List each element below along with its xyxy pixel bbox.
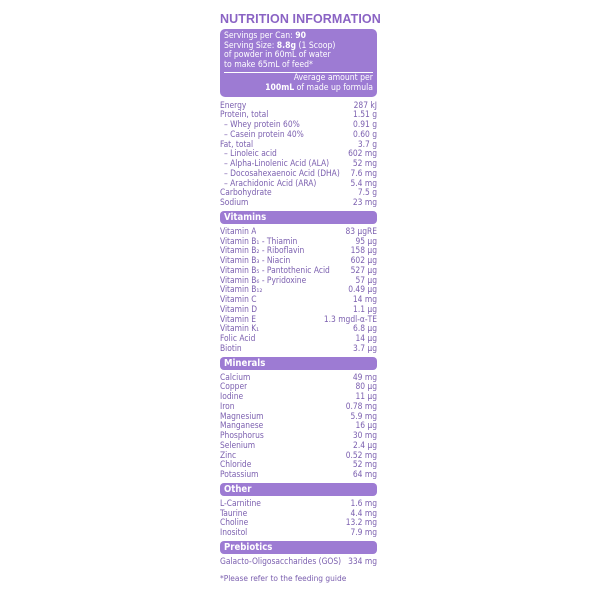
nutrient-value: 16 µg (355, 420, 377, 431)
nutrient-value: 0.49 µg (348, 284, 377, 295)
nutrient-value: 80 µg (355, 381, 377, 392)
nutrient-row (220, 266, 377, 276)
nutrient-name: Biotin (220, 343, 242, 353)
nutrient-name: Galacto-Oligosaccharides (GOS) (220, 556, 342, 566)
nutrient-name: Vitamin B₁₂ (220, 285, 263, 295)
main-nutrients-table (220, 101, 377, 208)
nutrient-name: Vitamin A (220, 226, 257, 236)
nutrient-value: 334 mg (348, 555, 377, 566)
nutrient-row (220, 324, 377, 334)
nutrient-row (220, 179, 377, 189)
nutrient-name: Zinc (220, 450, 237, 460)
section-header-minerals: Minerals (220, 357, 377, 370)
nutrient-value: 602 µg (350, 255, 377, 266)
nutrient-value: 5.9 mg (350, 410, 377, 421)
nutrient-value: 95 µg (355, 235, 377, 246)
nutrient-value: 6.8 µg (353, 323, 377, 334)
nutrient-value: 1.51 g (353, 109, 377, 120)
nutrient-name: Iodine (220, 392, 244, 402)
nutrient-name: Manganese (220, 421, 264, 431)
nutrient-name: Magnesium (220, 411, 264, 421)
nutrient-name: Fat, total (220, 139, 254, 149)
nutrient-row (220, 198, 377, 208)
section-rows-minerals (220, 373, 377, 480)
servings-per-can: Servings per Can: 90 (224, 31, 307, 41)
nutrient-name: Selenium (220, 440, 256, 450)
nutrient-value: 2.4 µg (353, 439, 377, 450)
nutrient-value: 49 mg (352, 371, 377, 382)
nutrient-value: 158 µg (350, 245, 377, 256)
nutrient-value: 1.6 mg (350, 497, 377, 508)
nutrient-row (220, 470, 377, 480)
nutrient-value: 11 µg (355, 391, 377, 402)
panel-title: NUTRITION INFORMATION (220, 12, 381, 26)
nutrient-value: 83 µgRE (345, 225, 377, 236)
nutrient-row (220, 130, 377, 140)
nutrient-name: Potassium (220, 470, 259, 480)
nutrient-name: Chloride (220, 460, 252, 470)
nutrient-name: – Alpha-Linolenic Acid (ALA) (224, 159, 330, 169)
nutrient-value: 0.91 g (353, 119, 377, 130)
nutrient-name: Vitamin B₃ - Niacin (220, 256, 291, 266)
nutrient-value: 52 mg (352, 459, 377, 470)
section-rows-vitamins (220, 227, 377, 354)
nutrient-value: 52 mg (352, 158, 377, 169)
nutrient-row (220, 557, 377, 567)
nutrient-name: Sodium (220, 198, 249, 208)
nutrient-value: 13.2 mg (345, 517, 377, 528)
nutrient-value: 3.7 g (357, 138, 377, 149)
serving-header (220, 29, 377, 97)
nutrient-name: Choline (220, 518, 249, 528)
nutrient-name: Energy (220, 100, 247, 110)
nutrient-name: Vitamin E (220, 314, 256, 324)
section-header-prebiotics: Prebiotics (220, 541, 377, 554)
nutrient-value: 1.3 mgdl-α-TE (323, 313, 377, 324)
nutrient-name: Taurine (220, 508, 248, 518)
nutrient-name: Vitamin B₆ - Pyridoxine (220, 275, 307, 285)
nutrient-name: Vitamin B₁ - Thiamin (220, 236, 298, 246)
nutrient-name: – Arachidonic Acid (ARA) (224, 178, 317, 188)
nutrient-name: L-Carnitine (220, 498, 261, 508)
nutrient-row (220, 412, 377, 422)
nutrient-value: 527 µg (350, 264, 377, 275)
nutrient-name: Vitamin B₂ - Riboflavin (220, 246, 305, 256)
nutrient-value: 4.4 mg (350, 507, 377, 518)
avg-line-2: 100mL of made up formula (265, 82, 373, 93)
nutrient-name: Phosphorus (220, 431, 264, 441)
nutrient-sections (220, 211, 377, 567)
nutrient-name: – Docosahexaenoic Acid (DHA) (224, 168, 340, 178)
nutrient-name: Copper (220, 382, 248, 392)
serving-size: Serving Size: 8.8g (1 Scoop) (224, 40, 336, 51)
nutrient-value: 14 µg (355, 333, 377, 344)
nutrient-name: Protein, total (220, 110, 269, 120)
nutrient-value: 57 µg (355, 274, 377, 285)
section-header-vitamins: Vitamins (220, 211, 377, 224)
nutrient-name: Inositol (220, 528, 248, 538)
serving-info (224, 32, 373, 70)
section-rows-prebiotics (220, 557, 377, 567)
nutrient-value: 0.60 g (353, 128, 377, 139)
footnote: *Please refer to the feeding guide (220, 572, 347, 583)
nutrient-name: Vitamin K₁ (220, 324, 260, 334)
nutrient-value: 23 mg (352, 197, 377, 208)
nutrient-value: 287 kJ (353, 99, 377, 110)
nutrient-value: 602 mg (348, 148, 377, 159)
nutrient-name: Vitamin D (220, 304, 258, 314)
nutrient-name: – Casein protein 40% (224, 129, 304, 139)
avg-line-1: Average amount per (293, 73, 373, 84)
nutrient-name: – Linoleic acid (224, 149, 277, 159)
serving-line-2: of powder in 60mL of water (224, 50, 331, 61)
nutrient-name: Carbohydrate (220, 188, 272, 198)
nutrition-panel (220, 12, 381, 583)
nutrient-name: Iron (220, 401, 235, 411)
nutrient-value: 3.7 µg (353, 342, 377, 353)
nutrient-row (220, 373, 377, 383)
section-rows-other (220, 499, 377, 538)
nutrient-value: 30 mg (352, 430, 377, 441)
nutrient-value: 5.4 mg (350, 177, 377, 188)
nutrient-row (220, 227, 377, 237)
nutrient-value: 0.52 mg (345, 449, 377, 460)
nutrient-value: 14 mg (352, 294, 377, 305)
nutrient-name: Vitamin B₅ - Pantothenic Acid (220, 265, 330, 275)
nutrient-row (220, 382, 377, 392)
nutrient-name: Folic Acid (220, 334, 256, 344)
nutrient-name: – Whey protein 60% (224, 120, 300, 130)
average-amount-header (224, 72, 373, 93)
section-header-other: Other (220, 483, 377, 496)
nutrient-value: 0.78 mg (345, 400, 377, 411)
nutrient-value: 1.1 µg (353, 303, 377, 314)
nutrient-value: 7.9 mg (350, 527, 377, 538)
nutrient-value: 7.5 g (357, 187, 377, 198)
nutrient-name: Calcium (220, 372, 251, 382)
nutrient-name: Vitamin C (220, 295, 257, 305)
nutrient-value: 7.6 mg (350, 167, 377, 178)
nutrient-value: 64 mg (352, 469, 377, 480)
nutrient-row (220, 344, 377, 354)
serving-line-3: to make 65mL of feed* (224, 59, 313, 70)
nutrient-row (220, 528, 377, 538)
